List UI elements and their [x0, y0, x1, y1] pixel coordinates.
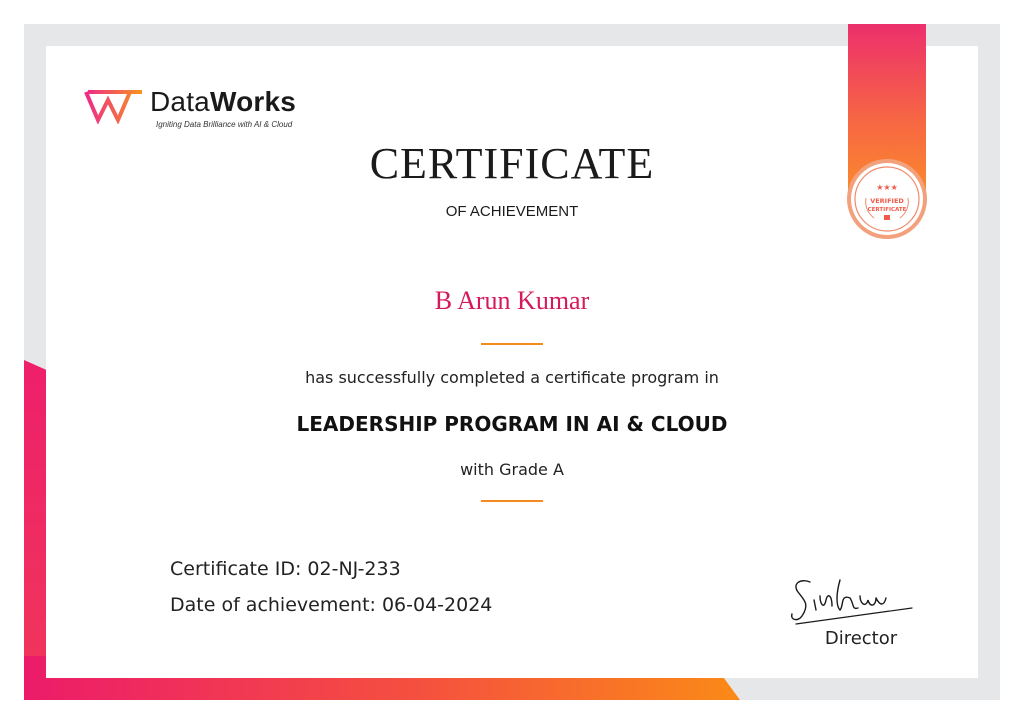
- seal-line2: CERTIFICATE: [867, 207, 907, 213]
- seal-line1: VERIFIED: [870, 197, 904, 205]
- completion-statement: has successfully completed a certificate program in: [305, 368, 719, 387]
- divider-top: [481, 343, 543, 345]
- signatory-title: Director: [824, 628, 898, 649]
- brand-name: [150, 86, 296, 118]
- achievement-date: Date of achievement: 06-04-2024: [170, 594, 493, 616]
- brand-name-bold: Works: [209, 86, 297, 117]
- signature-icon: [780, 570, 920, 630]
- brand-tagline: Igniting Data Brilliance with AI & Cloud: [156, 120, 293, 129]
- certificate-subtitle: OF ACHIEVEMENT: [445, 203, 579, 220]
- dataworks-logo-icon: [84, 88, 146, 124]
- grade-text: with Grade A: [460, 460, 564, 479]
- certificate-title: CERTIFICATE: [369, 139, 655, 188]
- seal-stars: ★★★: [876, 183, 898, 192]
- program-name: LEADERSHIP PROGRAM IN AI & CLOUD: [296, 412, 728, 436]
- brand-logo: [84, 86, 344, 134]
- brand-name-regular: Data: [150, 86, 210, 117]
- certificate-id: Certificate ID: 02-NJ-233: [170, 558, 401, 580]
- divider-bottom: [481, 500, 543, 502]
- recipient-name: B Arun Kumar: [434, 286, 590, 315]
